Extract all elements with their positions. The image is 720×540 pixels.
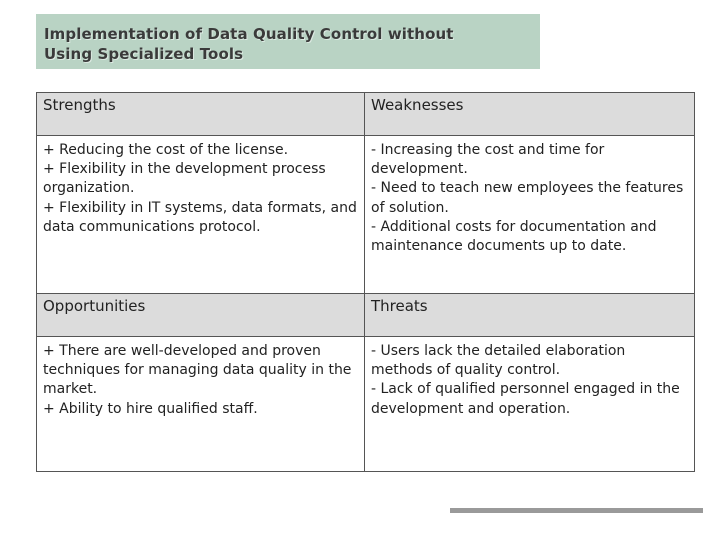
threats-cell bbox=[365, 337, 695, 472]
strengths-item: + Flexibility in IT systems, data formats, and data communications protocol. bbox=[43, 199, 357, 235]
table-row-body-sw bbox=[37, 136, 695, 294]
slide-title bbox=[44, 24, 532, 64]
slide-title-line-2: Using Specialized Tools bbox=[44, 45, 244, 63]
opportunities-item: + There are well-developed and proven techniques for managing data quality in the market. bbox=[43, 343, 352, 398]
strengths-item: + Flexibility in the development process organization. bbox=[43, 161, 326, 197]
swot-table bbox=[36, 92, 695, 472]
threats-item: - Lack of qualified personnel engaged in the development and operation. bbox=[371, 381, 680, 417]
weaknesses-header: Weaknesses bbox=[365, 93, 695, 136]
weaknesses-item: - Additional costs for documentation and maintenance documents up to date. bbox=[371, 218, 657, 255]
slide-title-line-1: Implementation of Data Quality Control without bbox=[44, 25, 454, 43]
opportunities-item: + Ability to hire qualified staff. bbox=[43, 400, 258, 417]
opportunities-header: Opportunities bbox=[37, 294, 365, 337]
table-row-header-ot bbox=[37, 294, 695, 337]
table-row-header-sw bbox=[37, 93, 695, 136]
weaknesses-item: - Need to teach new employees the features of solution. bbox=[371, 180, 684, 216]
title-banner bbox=[36, 14, 540, 69]
strengths-cell bbox=[37, 136, 365, 294]
strengths-item: + Reducing the cost of the license. bbox=[43, 142, 289, 158]
footer-bar bbox=[450, 508, 703, 513]
threats-header: Threats bbox=[365, 294, 695, 337]
threats-item: - Users lack the detailed elaboration methods of quality control. bbox=[371, 343, 626, 379]
opportunities-cell bbox=[37, 337, 365, 472]
table-row-body-ot bbox=[37, 337, 695, 472]
weaknesses-item: - Increasing the cost and time for development. bbox=[371, 142, 605, 178]
strengths-header: Strengths bbox=[37, 93, 365, 136]
weaknesses-cell bbox=[365, 136, 695, 294]
